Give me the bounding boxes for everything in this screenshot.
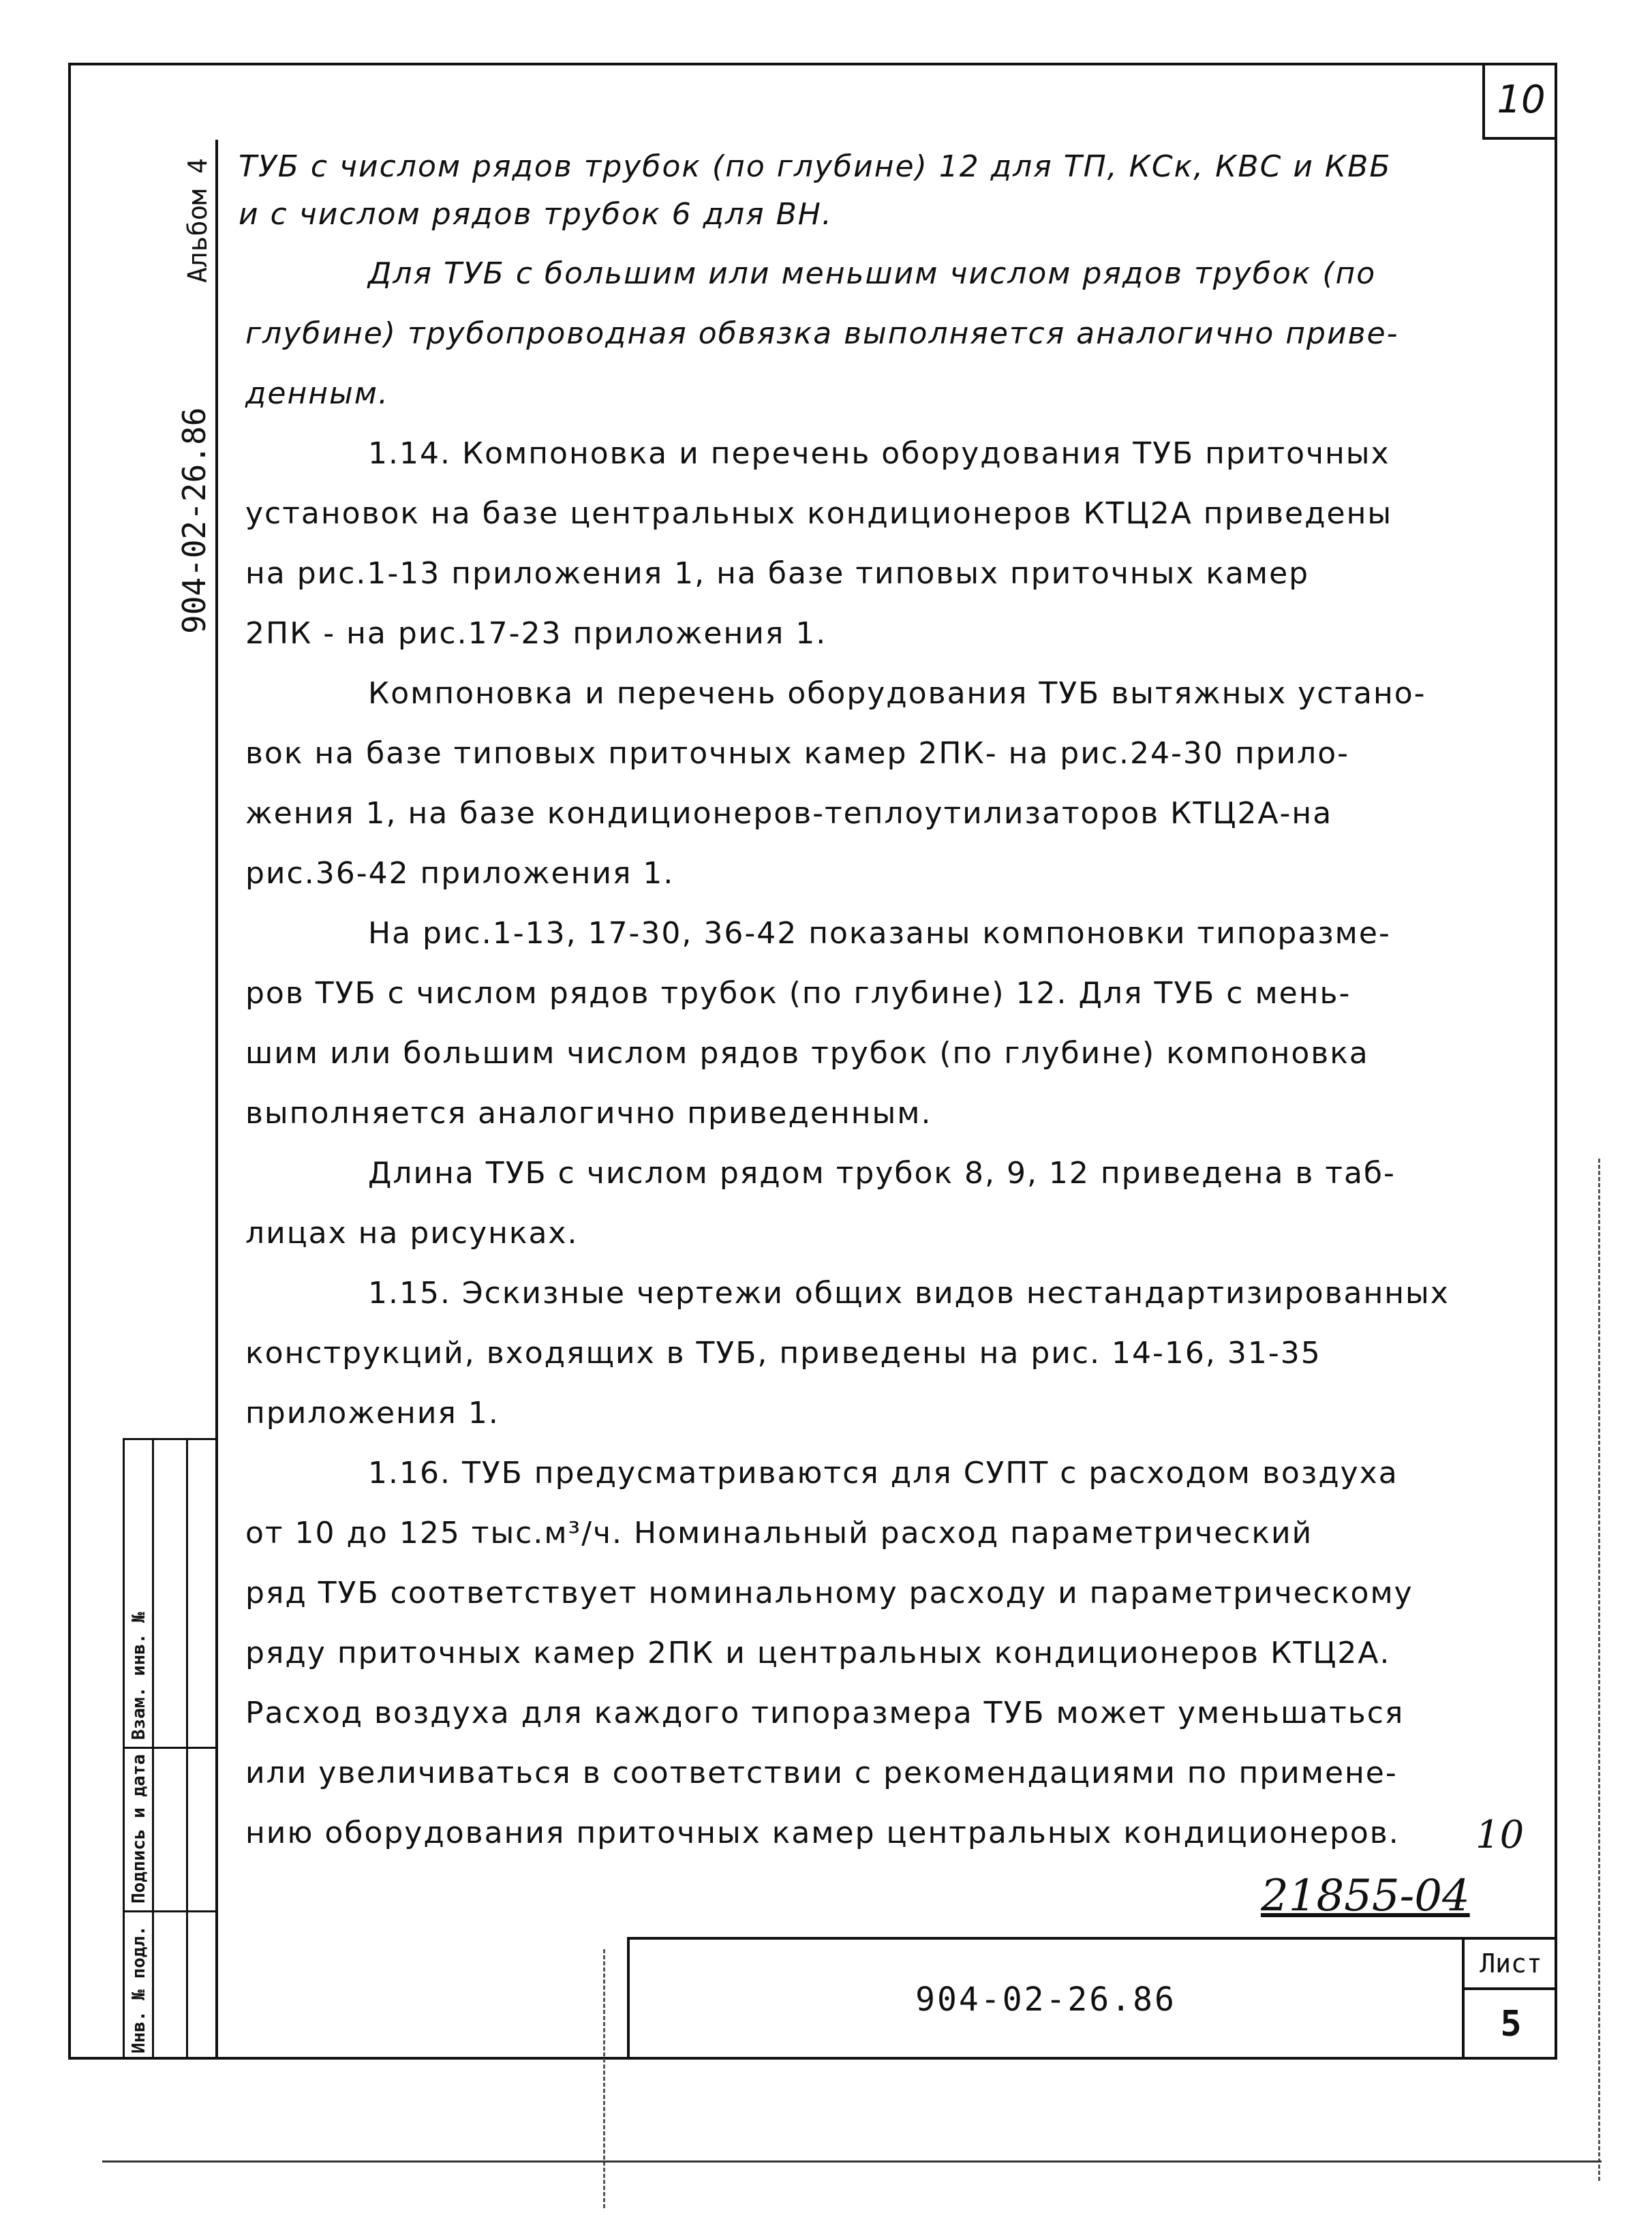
- text-line: ряду приточных камер 2ПК и центральных кондиционеров КТЦ2А.: [245, 1636, 1391, 1670]
- text-line: или увеличиваться в соответствии с рекомендациями по примене-: [245, 1756, 1398, 1790]
- text-line: 2ПК - на рис.17-23 приложения 1.: [245, 616, 827, 651]
- document-body: [239, 143, 1540, 1863]
- text-line: от 10 до 125 тыс.м³/ч. Номинальный расход параметрический: [245, 1516, 1313, 1550]
- paragraph-7: [245, 1264, 1540, 1443]
- paragraph-6: [245, 1144, 1540, 1264]
- text-line: ров ТУБ с числом рядов трубок (по глубине) 12. Для ТУБ с мень-: [245, 976, 1351, 1011]
- text-line: конструкций, входящих в ТУБ, приведены на рис. 14-16, 31-35: [245, 1336, 1321, 1371]
- text-line: рис.36-42 приложения 1.: [245, 856, 675, 891]
- text-line: глубине) трубопроводная обвязка выполняется аналогично приве-: [245, 316, 1399, 351]
- paragraph-4: [245, 664, 1540, 904]
- side-code-label: 904-02-26.86: [176, 407, 213, 634]
- text-line: и с числом рядов трубок 6 для ВН.: [239, 197, 833, 232]
- paragraph-3: [245, 424, 1540, 664]
- text-line: лицах на рисунках.: [245, 1216, 579, 1251]
- text-line: Компоновка и перечень оборудования ТУБ вытяжных устано-: [368, 676, 1426, 711]
- text-line: жения 1, на базе кондиционеров-теплоутилизаторов КТЦ2А-на: [245, 796, 1333, 831]
- text-line: 1.14. Компоновка и перечень оборудования ТУБ приточных: [368, 436, 1390, 471]
- inner-margin-line: [215, 140, 218, 2060]
- text-line: 1.15. Эскизные чертежи общих видов нестандартизированных: [368, 1276, 1450, 1311]
- text-line: шим или большим числом рядов трубок (по глубине) компоновка: [245, 1036, 1369, 1071]
- page-bottom-rule: [102, 2160, 1602, 2163]
- text-line: на рис.1-13 приложения 1, на базе типовых приточных камер: [245, 556, 1310, 591]
- text-line: ТУБ с числом рядов трубок (по глубине) 12 для ТП, КСк, КВС и КВБ: [239, 149, 1392, 184]
- corner-page-number: 10: [1482, 65, 1557, 140]
- text-line: приложения 1.: [245, 1396, 500, 1431]
- side-stamp-cell-2: Подпись и дата: [129, 1754, 149, 1904]
- paragraph-8: [245, 1443, 1540, 1863]
- handwritten-inventory-number: 21855-04: [1261, 1871, 1470, 1921]
- side-album-label: Альбом 4: [183, 157, 213, 283]
- paragraph-1: [239, 143, 1540, 239]
- paragraph-5: [245, 904, 1540, 1144]
- text-line: Для ТУБ с большим или меньшим числом рядов трубок (по: [368, 256, 1377, 291]
- handwritten-page-number: 10: [1475, 1813, 1525, 1857]
- side-stamp-box: [123, 1438, 215, 2060]
- text-line: Расход воздуха для каждого типоразмера ТУБ может уменьшаться: [245, 1696, 1405, 1730]
- document-code: 904-02-26.86: [915, 1981, 1176, 2019]
- sheet-cell: [1462, 1940, 1557, 2060]
- paragraph-2: [245, 244, 1540, 424]
- title-block: [627, 1937, 1557, 2060]
- text-line: ряд ТУБ соответствует номинальному расходу и параметрическому: [245, 1576, 1413, 1610]
- text-line: На рис.1-13, 17-30, 36-42 показаны компоновки типоразме-: [368, 916, 1391, 951]
- text-line: Длина ТУБ с числом рядом трубок 8, 9, 12 приведена в таб-: [368, 1156, 1396, 1191]
- scan-artifact-line: [603, 1949, 605, 2208]
- side-stamp-cell-3: Взам. инв. №: [129, 1612, 149, 1740]
- scan-artifact-line: [1598, 1159, 1600, 2181]
- text-line: нию оборудования приточных камер центральных кондиционеров.: [245, 1816, 1400, 1850]
- text-line: денным.: [245, 376, 389, 411]
- text-line: 1.16. ТУБ предусматриваются для СУПТ с расходом воздуха: [368, 1456, 1398, 1491]
- text-line: выполняется аналогично приведенным.: [245, 1096, 932, 1131]
- sheet-label: Лист: [1465, 1940, 1557, 1990]
- text-line: установок на базе центральных кондиционеров КТЦ2А приведены: [245, 496, 1393, 531]
- side-stamp-cell-1: Инв. № подл.: [129, 1925, 149, 2053]
- sheet-number: 5: [1500, 2004, 1522, 2045]
- text-line: вок на базе типовых приточных камер 2ПК- на рис.24-30 прило-: [245, 736, 1350, 771]
